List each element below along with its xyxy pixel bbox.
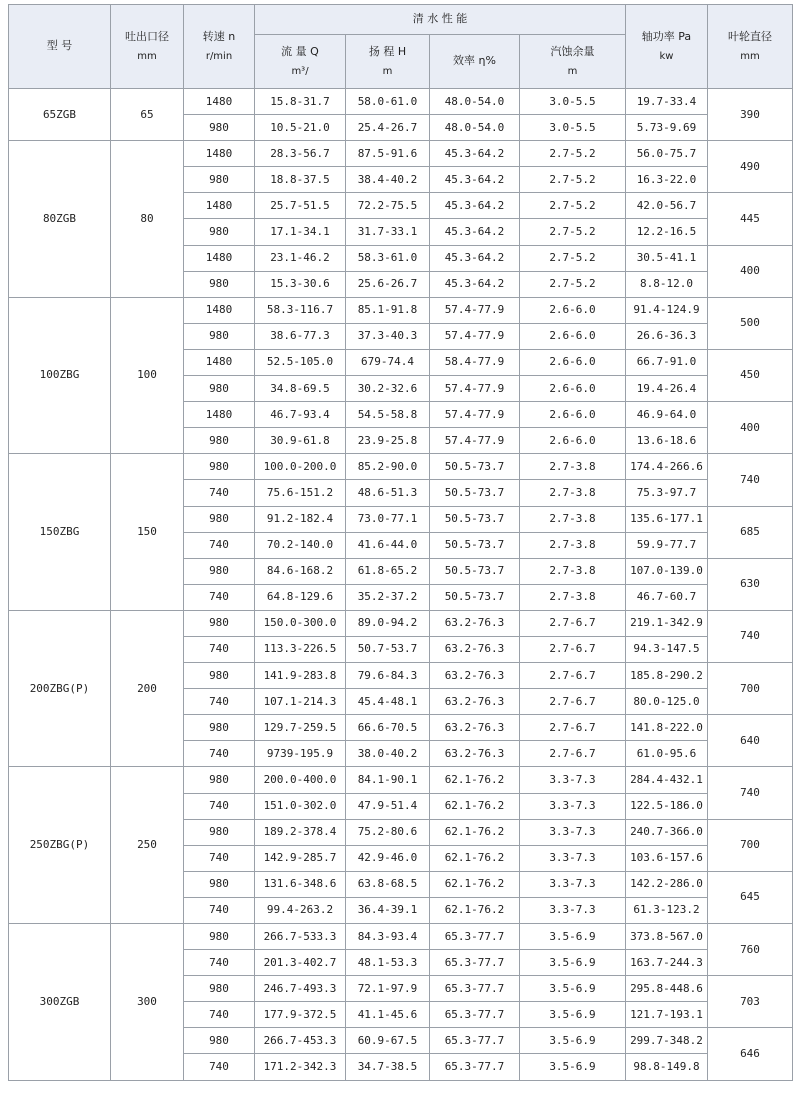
- flow-cell: 25.7-51.5: [255, 193, 346, 219]
- speed-cell: 980: [184, 454, 255, 480]
- flow-cell: 151.0-302.0: [255, 793, 346, 819]
- head-cell: 58.3-61.0: [346, 245, 430, 271]
- header-npsh-unit: m: [567, 66, 578, 78]
- efficiency-cell: 57.4-77.9: [430, 297, 520, 323]
- header-power-label: 轴功率 Pa: [641, 29, 692, 43]
- npsh-cell: 2.7-6.7: [520, 636, 626, 662]
- speed-cell: 980: [184, 219, 255, 245]
- table-header: [9, 5, 793, 89]
- model-cell: 100ZBG: [9, 297, 111, 454]
- power-cell: 19.7-33.4: [626, 89, 708, 115]
- power-cell: 75.3-97.7: [626, 480, 708, 506]
- flow-cell: 15.8-31.7: [255, 89, 346, 115]
- power-cell: 8.8-12.0: [626, 271, 708, 297]
- table-row: [9, 924, 793, 950]
- impeller-cell: 445: [708, 193, 793, 245]
- npsh-cell: 3.3-7.3: [520, 767, 626, 793]
- flow-cell: 200.0-400.0: [255, 767, 346, 793]
- power-cell: 103.6-157.6: [626, 845, 708, 871]
- header-flow-unit: m³/: [291, 66, 309, 78]
- power-cell: 16.3-22.0: [626, 167, 708, 193]
- model-cell: 65ZGB: [9, 89, 111, 141]
- head-cell: 87.5-91.6: [346, 141, 430, 167]
- header-power-unit: kw: [659, 51, 674, 63]
- table-row: [9, 141, 793, 167]
- npsh-cell: 2.7-3.8: [520, 584, 626, 610]
- speed-cell: 1480: [184, 89, 255, 115]
- head-cell: 72.1-97.9: [346, 976, 430, 1002]
- efficiency-cell: 63.2-76.3: [430, 741, 520, 767]
- efficiency-cell: 45.3-64.2: [430, 245, 520, 271]
- efficiency-cell: 63.2-76.3: [430, 663, 520, 689]
- power-cell: 299.7-348.2: [626, 1028, 708, 1054]
- power-cell: 12.2-16.5: [626, 219, 708, 245]
- npsh-cell: 2.6-6.0: [520, 297, 626, 323]
- flow-cell: 100.0-200.0: [255, 454, 346, 480]
- efficiency-cell: 57.4-77.9: [430, 402, 520, 428]
- npsh-cell: 2.7-5.2: [520, 167, 626, 193]
- efficiency-cell: 62.1-76.2: [430, 819, 520, 845]
- flow-cell: 64.8-129.6: [255, 584, 346, 610]
- npsh-cell: 2.7-6.7: [520, 663, 626, 689]
- model-cell: 250ZBG(P): [9, 767, 111, 924]
- header-npsh: [520, 35, 626, 89]
- power-cell: 26.6-36.3: [626, 323, 708, 349]
- head-cell: 58.0-61.0: [346, 89, 430, 115]
- npsh-cell: 3.3-7.3: [520, 897, 626, 923]
- power-cell: 240.7-366.0: [626, 819, 708, 845]
- npsh-cell: 3.3-7.3: [520, 871, 626, 897]
- header-impeller-unit: mm: [740, 51, 760, 63]
- flow-cell: 17.1-34.1: [255, 219, 346, 245]
- npsh-cell: 2.6-6.0: [520, 376, 626, 402]
- npsh-cell: 3.5-6.9: [520, 1002, 626, 1028]
- npsh-cell: 2.7-6.7: [520, 715, 626, 741]
- header-outlet-label: 吐出口径: [125, 29, 169, 43]
- header-impeller: [708, 5, 793, 89]
- efficiency-cell: 65.3-77.7: [430, 976, 520, 1002]
- efficiency-cell: 62.1-76.2: [430, 845, 520, 871]
- npsh-cell: 2.6-6.0: [520, 428, 626, 454]
- efficiency-cell: 57.4-77.9: [430, 428, 520, 454]
- efficiency-cell: 57.4-77.9: [430, 323, 520, 349]
- npsh-cell: 2.7-3.8: [520, 558, 626, 584]
- npsh-cell: 3.3-7.3: [520, 819, 626, 845]
- efficiency-cell: 45.3-64.2: [430, 271, 520, 297]
- speed-cell: 1480: [184, 297, 255, 323]
- head-cell: 89.0-94.2: [346, 610, 430, 636]
- power-cell: 59.9-77.7: [626, 532, 708, 558]
- outlet-cell: 300: [111, 924, 184, 1081]
- head-cell: 48.6-51.3: [346, 480, 430, 506]
- flow-cell: 129.7-259.5: [255, 715, 346, 741]
- efficiency-cell: 45.3-64.2: [430, 219, 520, 245]
- flow-cell: 201.3-402.7: [255, 950, 346, 976]
- efficiency-cell: 63.2-76.3: [430, 715, 520, 741]
- npsh-cell: 3.0-5.5: [520, 89, 626, 115]
- power-cell: 30.5-41.1: [626, 245, 708, 271]
- power-cell: 61.0-95.6: [626, 741, 708, 767]
- speed-cell: 1480: [184, 245, 255, 271]
- head-cell: 75.2-80.6: [346, 819, 430, 845]
- outlet-cell: 200: [111, 610, 184, 767]
- model-cell: 200ZBG(P): [9, 610, 111, 767]
- head-cell: 23.9-25.8: [346, 428, 430, 454]
- head-cell: 79.6-84.3: [346, 663, 430, 689]
- npsh-cell: 3.5-6.9: [520, 950, 626, 976]
- speed-cell: 980: [184, 323, 255, 349]
- head-cell: 41.1-45.6: [346, 1002, 430, 1028]
- efficiency-cell: 48.0-54.0: [430, 115, 520, 141]
- flow-cell: 23.1-46.2: [255, 245, 346, 271]
- power-cell: 284.4-432.1: [626, 767, 708, 793]
- efficiency-cell: 62.1-76.2: [430, 871, 520, 897]
- power-cell: 61.3-123.2: [626, 897, 708, 923]
- head-cell: 73.0-77.1: [346, 506, 430, 532]
- head-cell: 38.4-40.2: [346, 167, 430, 193]
- speed-cell: 980: [184, 376, 255, 402]
- impeller-cell: 760: [708, 924, 793, 976]
- speed-cell: 980: [184, 871, 255, 897]
- model-cell: 150ZBG: [9, 454, 111, 611]
- npsh-cell: 2.7-5.2: [520, 193, 626, 219]
- outlet-cell: 150: [111, 454, 184, 611]
- header-head: [346, 35, 430, 89]
- head-cell: 72.2-75.5: [346, 193, 430, 219]
- header-speed: [184, 5, 255, 89]
- head-cell: 45.4-48.1: [346, 689, 430, 715]
- efficiency-cell: 65.3-77.7: [430, 1054, 520, 1080]
- outlet-cell: 65: [111, 89, 184, 141]
- npsh-cell: 2.7-5.2: [520, 141, 626, 167]
- npsh-cell: 3.0-5.5: [520, 115, 626, 141]
- outlet-cell: 250: [111, 767, 184, 924]
- flow-cell: 75.6-151.2: [255, 480, 346, 506]
- header-performance: 清 水 性 能: [255, 5, 626, 35]
- impeller-cell: 450: [708, 349, 793, 401]
- flow-cell: 84.6-168.2: [255, 558, 346, 584]
- efficiency-cell: 50.5-73.7: [430, 532, 520, 558]
- npsh-cell: 2.7-5.2: [520, 245, 626, 271]
- efficiency-cell: 62.1-76.2: [430, 767, 520, 793]
- power-cell: 42.0-56.7: [626, 193, 708, 219]
- model-cell: 80ZGB: [9, 141, 111, 298]
- power-cell: 56.0-75.7: [626, 141, 708, 167]
- npsh-cell: 2.7-6.7: [520, 689, 626, 715]
- speed-cell: 740: [184, 584, 255, 610]
- power-cell: 135.6-177.1: [626, 506, 708, 532]
- flow-cell: 52.5-105.0: [255, 349, 346, 375]
- speed-cell: 1480: [184, 141, 255, 167]
- impeller-cell: 500: [708, 297, 793, 349]
- power-cell: 122.5-186.0: [626, 793, 708, 819]
- flow-cell: 30.9-61.8: [255, 428, 346, 454]
- speed-cell: 740: [184, 897, 255, 923]
- npsh-cell: 2.7-3.8: [520, 532, 626, 558]
- head-cell: 41.6-44.0: [346, 532, 430, 558]
- power-cell: 98.8-149.8: [626, 1054, 708, 1080]
- speed-cell: 980: [184, 819, 255, 845]
- efficiency-cell: 57.4-77.9: [430, 376, 520, 402]
- efficiency-cell: 45.3-64.2: [430, 141, 520, 167]
- speed-cell: 740: [184, 532, 255, 558]
- efficiency-cell: 50.5-73.7: [430, 558, 520, 584]
- npsh-cell: 2.7-3.8: [520, 506, 626, 532]
- table-row: [9, 297, 793, 323]
- speed-cell: 740: [184, 480, 255, 506]
- impeller-cell: 685: [708, 506, 793, 558]
- table-row: [9, 89, 793, 115]
- header-speed-unit: r/min: [205, 51, 233, 63]
- header-head-label: 扬 程 H: [368, 44, 407, 58]
- impeller-cell: 630: [708, 558, 793, 610]
- flow-cell: 15.3-30.6: [255, 271, 346, 297]
- flow-cell: 142.9-285.7: [255, 845, 346, 871]
- table-row: [9, 610, 793, 636]
- efficiency-cell: 45.3-64.2: [430, 167, 520, 193]
- impeller-cell: 640: [708, 715, 793, 767]
- speed-cell: 980: [184, 506, 255, 532]
- power-cell: 19.4-26.4: [626, 376, 708, 402]
- efficiency-cell: 63.2-76.3: [430, 689, 520, 715]
- efficiency-cell: 62.1-76.2: [430, 793, 520, 819]
- efficiency-cell: 48.0-54.0: [430, 89, 520, 115]
- speed-cell: 980: [184, 767, 255, 793]
- npsh-cell: 3.5-6.9: [520, 1028, 626, 1054]
- header-flow: [255, 35, 346, 89]
- efficiency-cell: 50.5-73.7: [430, 506, 520, 532]
- header-outlet-unit: mm: [137, 51, 157, 63]
- power-cell: 185.8-290.2: [626, 663, 708, 689]
- power-cell: 107.0-139.0: [626, 558, 708, 584]
- speed-cell: 740: [184, 689, 255, 715]
- flow-cell: 189.2-378.4: [255, 819, 346, 845]
- head-cell: 36.4-39.1: [346, 897, 430, 923]
- speed-cell: 980: [184, 610, 255, 636]
- npsh-cell: 2.7-3.8: [520, 454, 626, 480]
- npsh-cell: 3.3-7.3: [520, 845, 626, 871]
- flow-cell: 38.6-77.3: [255, 323, 346, 349]
- head-cell: 66.6-70.5: [346, 715, 430, 741]
- head-cell: 38.0-40.2: [346, 741, 430, 767]
- power-cell: 80.0-125.0: [626, 689, 708, 715]
- npsh-cell: 3.5-6.9: [520, 1054, 626, 1080]
- pump-spec-table: [8, 4, 793, 1081]
- speed-cell: 740: [184, 793, 255, 819]
- npsh-cell: 2.7-6.7: [520, 610, 626, 636]
- head-cell: 25.6-26.7: [346, 271, 430, 297]
- flow-cell: 266.7-453.3: [255, 1028, 346, 1054]
- power-cell: 295.8-448.6: [626, 976, 708, 1002]
- head-cell: 37.3-40.3: [346, 323, 430, 349]
- efficiency-cell: 63.2-76.3: [430, 636, 520, 662]
- speed-cell: 980: [184, 115, 255, 141]
- power-cell: 163.7-244.3: [626, 950, 708, 976]
- speed-cell: 1480: [184, 193, 255, 219]
- head-cell: 34.7-38.5: [346, 1054, 430, 1080]
- npsh-cell: 2.6-6.0: [520, 323, 626, 349]
- speed-cell: 740: [184, 1054, 255, 1080]
- efficiency-cell: 50.5-73.7: [430, 480, 520, 506]
- head-cell: 50.7-53.7: [346, 636, 430, 662]
- power-cell: 141.8-222.0: [626, 715, 708, 741]
- npsh-cell: 3.5-6.9: [520, 976, 626, 1002]
- table-row: [9, 767, 793, 793]
- power-cell: 46.7-60.7: [626, 584, 708, 610]
- head-cell: 30.2-32.6: [346, 376, 430, 402]
- flow-cell: 46.7-93.4: [255, 402, 346, 428]
- impeller-cell: 740: [708, 767, 793, 819]
- npsh-cell: 3.5-6.9: [520, 924, 626, 950]
- flow-cell: 91.2-182.4: [255, 506, 346, 532]
- power-cell: 46.9-64.0: [626, 402, 708, 428]
- efficiency-cell: 50.5-73.7: [430, 584, 520, 610]
- head-cell: 25.4-26.7: [346, 115, 430, 141]
- flow-cell: 141.9-283.8: [255, 663, 346, 689]
- flow-cell: 99.4-263.2: [255, 897, 346, 923]
- flow-cell: 246.7-493.3: [255, 976, 346, 1002]
- efficiency-cell: 62.1-76.2: [430, 897, 520, 923]
- table-body: [9, 89, 793, 1081]
- header-speed-label: 转速 n: [202, 29, 236, 43]
- impeller-cell: 400: [708, 245, 793, 297]
- power-cell: 66.7-91.0: [626, 349, 708, 375]
- speed-cell: 740: [184, 845, 255, 871]
- head-cell: 35.2-37.2: [346, 584, 430, 610]
- power-cell: 121.7-193.1: [626, 1002, 708, 1028]
- header-power: [626, 5, 708, 89]
- header-impeller-label: 叶轮直径: [728, 29, 772, 43]
- speed-cell: 740: [184, 636, 255, 662]
- speed-cell: 740: [184, 1002, 255, 1028]
- head-cell: 85.2-90.0: [346, 454, 430, 480]
- header-model: 型 号: [9, 5, 111, 89]
- flow-cell: 58.3-116.7: [255, 297, 346, 323]
- npsh-cell: 2.7-5.2: [520, 219, 626, 245]
- flow-cell: 10.5-21.0: [255, 115, 346, 141]
- head-cell: 63.8-68.5: [346, 871, 430, 897]
- outlet-cell: 80: [111, 141, 184, 298]
- npsh-cell: 2.6-6.0: [520, 402, 626, 428]
- impeller-cell: 740: [708, 610, 793, 662]
- outlet-cell: 100: [111, 297, 184, 454]
- efficiency-cell: 63.2-76.3: [430, 610, 520, 636]
- efficiency-cell: 50.5-73.7: [430, 454, 520, 480]
- head-cell: 54.5-58.8: [346, 402, 430, 428]
- head-cell: 60.9-67.5: [346, 1028, 430, 1054]
- impeller-cell: 400: [708, 402, 793, 454]
- power-cell: 94.3-147.5: [626, 636, 708, 662]
- flow-cell: 171.2-342.3: [255, 1054, 346, 1080]
- power-cell: 373.8-567.0: [626, 924, 708, 950]
- header-outlet: [111, 5, 184, 89]
- head-cell: 42.9-46.0: [346, 845, 430, 871]
- model-cell: 300ZGB: [9, 924, 111, 1081]
- head-cell: 61.8-65.2: [346, 558, 430, 584]
- impeller-cell: 700: [708, 663, 793, 715]
- efficiency-cell: 65.3-77.7: [430, 924, 520, 950]
- efficiency-cell: 65.3-77.7: [430, 950, 520, 976]
- header-efficiency: 效率 η%: [430, 35, 520, 89]
- efficiency-cell: 58.4-77.9: [430, 349, 520, 375]
- power-cell: 5.73-9.69: [626, 115, 708, 141]
- efficiency-cell: 65.3-77.7: [430, 1028, 520, 1054]
- impeller-cell: 646: [708, 1028, 793, 1080]
- head-cell: 31.7-33.1: [346, 219, 430, 245]
- impeller-cell: 490: [708, 141, 793, 193]
- speed-cell: 980: [184, 924, 255, 950]
- flow-cell: 34.8-69.5: [255, 376, 346, 402]
- speed-cell: 1480: [184, 349, 255, 375]
- power-cell: 91.4-124.9: [626, 297, 708, 323]
- head-cell: 679-74.4: [346, 349, 430, 375]
- header-head-unit: m: [382, 66, 393, 78]
- impeller-cell: 645: [708, 871, 793, 923]
- table-row: [9, 454, 793, 480]
- power-cell: 174.4-266.6: [626, 454, 708, 480]
- impeller-cell: 390: [708, 89, 793, 141]
- header-npsh-label: 汽蚀余量: [550, 44, 595, 58]
- power-cell: 142.2-286.0: [626, 871, 708, 897]
- flow-cell: 70.2-140.0: [255, 532, 346, 558]
- npsh-cell: 2.7-5.2: [520, 271, 626, 297]
- flow-cell: 266.7-533.3: [255, 924, 346, 950]
- npsh-cell: 2.6-6.0: [520, 349, 626, 375]
- speed-cell: 980: [184, 271, 255, 297]
- power-cell: 13.6-18.6: [626, 428, 708, 454]
- flow-cell: 113.3-226.5: [255, 636, 346, 662]
- head-cell: 47.9-51.4: [346, 793, 430, 819]
- flow-cell: 9739-195.9: [255, 741, 346, 767]
- impeller-cell: 703: [708, 976, 793, 1028]
- flow-cell: 150.0-300.0: [255, 610, 346, 636]
- npsh-cell: 3.3-7.3: [520, 793, 626, 819]
- flow-cell: 177.9-372.5: [255, 1002, 346, 1028]
- head-cell: 85.1-91.8: [346, 297, 430, 323]
- speed-cell: 740: [184, 950, 255, 976]
- impeller-cell: 700: [708, 819, 793, 871]
- flow-cell: 131.6-348.6: [255, 871, 346, 897]
- efficiency-cell: 65.3-77.7: [430, 1002, 520, 1028]
- speed-cell: 980: [184, 663, 255, 689]
- npsh-cell: 2.7-3.8: [520, 480, 626, 506]
- speed-cell: 1480: [184, 402, 255, 428]
- speed-cell: 980: [184, 976, 255, 1002]
- speed-cell: 980: [184, 1028, 255, 1054]
- speed-cell: 980: [184, 428, 255, 454]
- header-flow-label: 流 量 Q: [281, 44, 319, 58]
- head-cell: 48.1-53.3: [346, 950, 430, 976]
- impeller-cell: 740: [708, 454, 793, 506]
- speed-cell: 740: [184, 741, 255, 767]
- head-cell: 84.3-93.4: [346, 924, 430, 950]
- speed-cell: 980: [184, 715, 255, 741]
- flow-cell: 107.1-214.3: [255, 689, 346, 715]
- speed-cell: 980: [184, 558, 255, 584]
- power-cell: 219.1-342.9: [626, 610, 708, 636]
- npsh-cell: 2.7-6.7: [520, 741, 626, 767]
- head-cell: 84.1-90.1: [346, 767, 430, 793]
- efficiency-cell: 45.3-64.2: [430, 193, 520, 219]
- flow-cell: 28.3-56.7: [255, 141, 346, 167]
- speed-cell: 980: [184, 167, 255, 193]
- flow-cell: 18.8-37.5: [255, 167, 346, 193]
